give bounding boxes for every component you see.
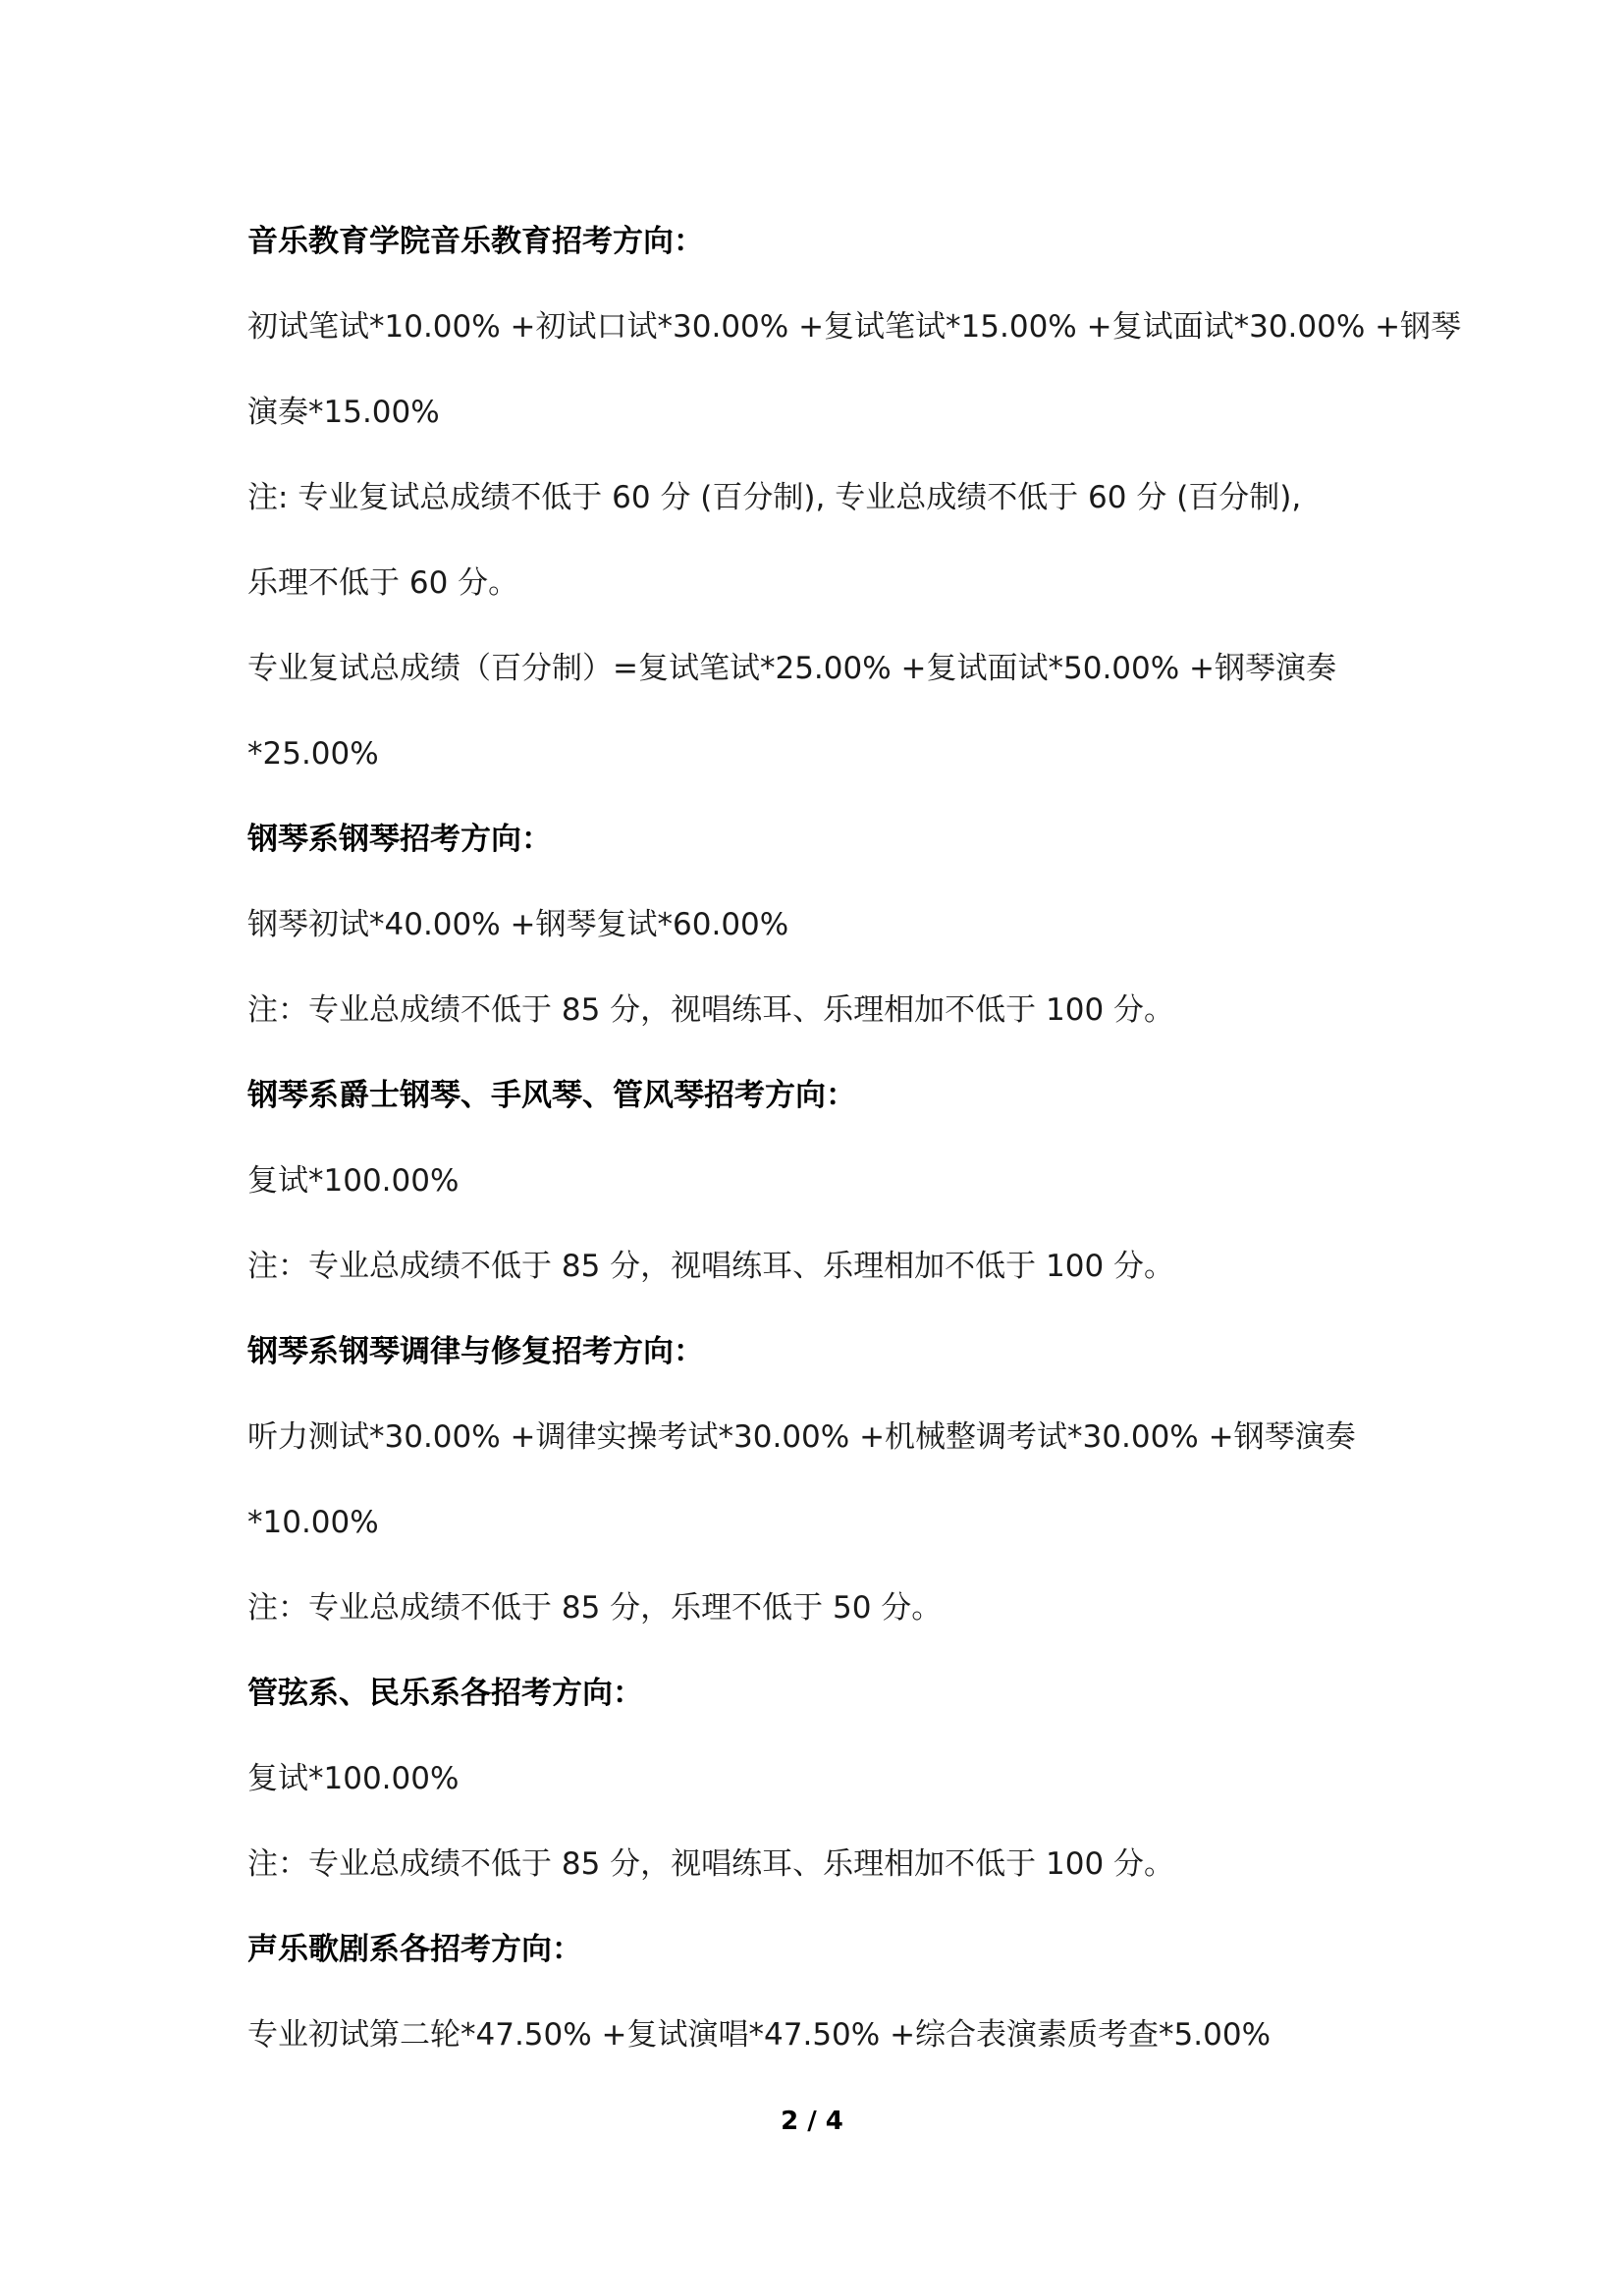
formula-line: 专业初试第二轮*47.50% +复试演唱*47.50% +综合表演素质考查*5.00% [247,2017,1272,2053]
retest-formula-line-continued: *25.00% [247,736,379,772]
retest-formula-line: 专业复试总成绩（百分制）=复试笔试*25.00% +复试面试*50.00% +钢琴演奏 [247,651,1337,686]
note-line: 注: 专业复试总成绩不低于 60 分 (百分制), 专业总成绩不低于 60 分 (百分制), [247,480,1302,515]
formula-line-continued: 演奏*15.00% [247,395,440,430]
section-heading-vocal-opera: 声乐歌剧系各招考方向： [247,1932,582,1967]
section-heading-music-education: 音乐教育学院音乐教育招考方向： [247,224,704,259]
section-heading-jazz-piano-accordion-organ: 钢琴系爵士钢琴、手风琴、管风琴招考方向： [247,1078,856,1113]
formula-line: 复试*100.00% [247,1163,460,1199]
section-heading-orchestral-folk: 管弦系、民乐系各招考方向： [247,1676,643,1711]
formula-line: 钢琴初试*40.00% +钢琴复试*60.00% [247,907,789,942]
section-heading-piano-tuning: 钢琴系钢琴调律与修复招考方向： [247,1334,704,1369]
note-line: 注：专业总成绩不低于 85 分，视唱练耳、乐理相加不低于 100 分。 [247,1249,1175,1284]
formula-line: 复试*100.00% [247,1761,460,1796]
page-number: 2 / 4 [781,2107,843,2136]
note-line-continued: 乐理不低于 60 分。 [247,565,519,601]
formula-line: 初试笔试*10.00% +初试口试*30.00% +复试笔试*15.00% +复试面试*30.00% +钢琴 [247,309,1462,345]
note-line: 注：专业总成绩不低于 85 分，乐理不低于 50 分。 [247,1590,943,1626]
formula-line-continued: *10.00% [247,1505,379,1540]
note-line: 注：专业总成绩不低于 85 分，视唱练耳、乐理相加不低于 100 分。 [247,992,1175,1028]
section-heading-piano: 钢琴系钢琴招考方向： [247,822,552,857]
note-line: 注：专业总成绩不低于 85 分，视唱练耳、乐理相加不低于 100 分。 [247,1846,1175,1882]
formula-line: 听力测试*30.00% +调律实操考试*30.00% +机械整调考试*30.00% +钢琴演奏 [247,1419,1356,1455]
